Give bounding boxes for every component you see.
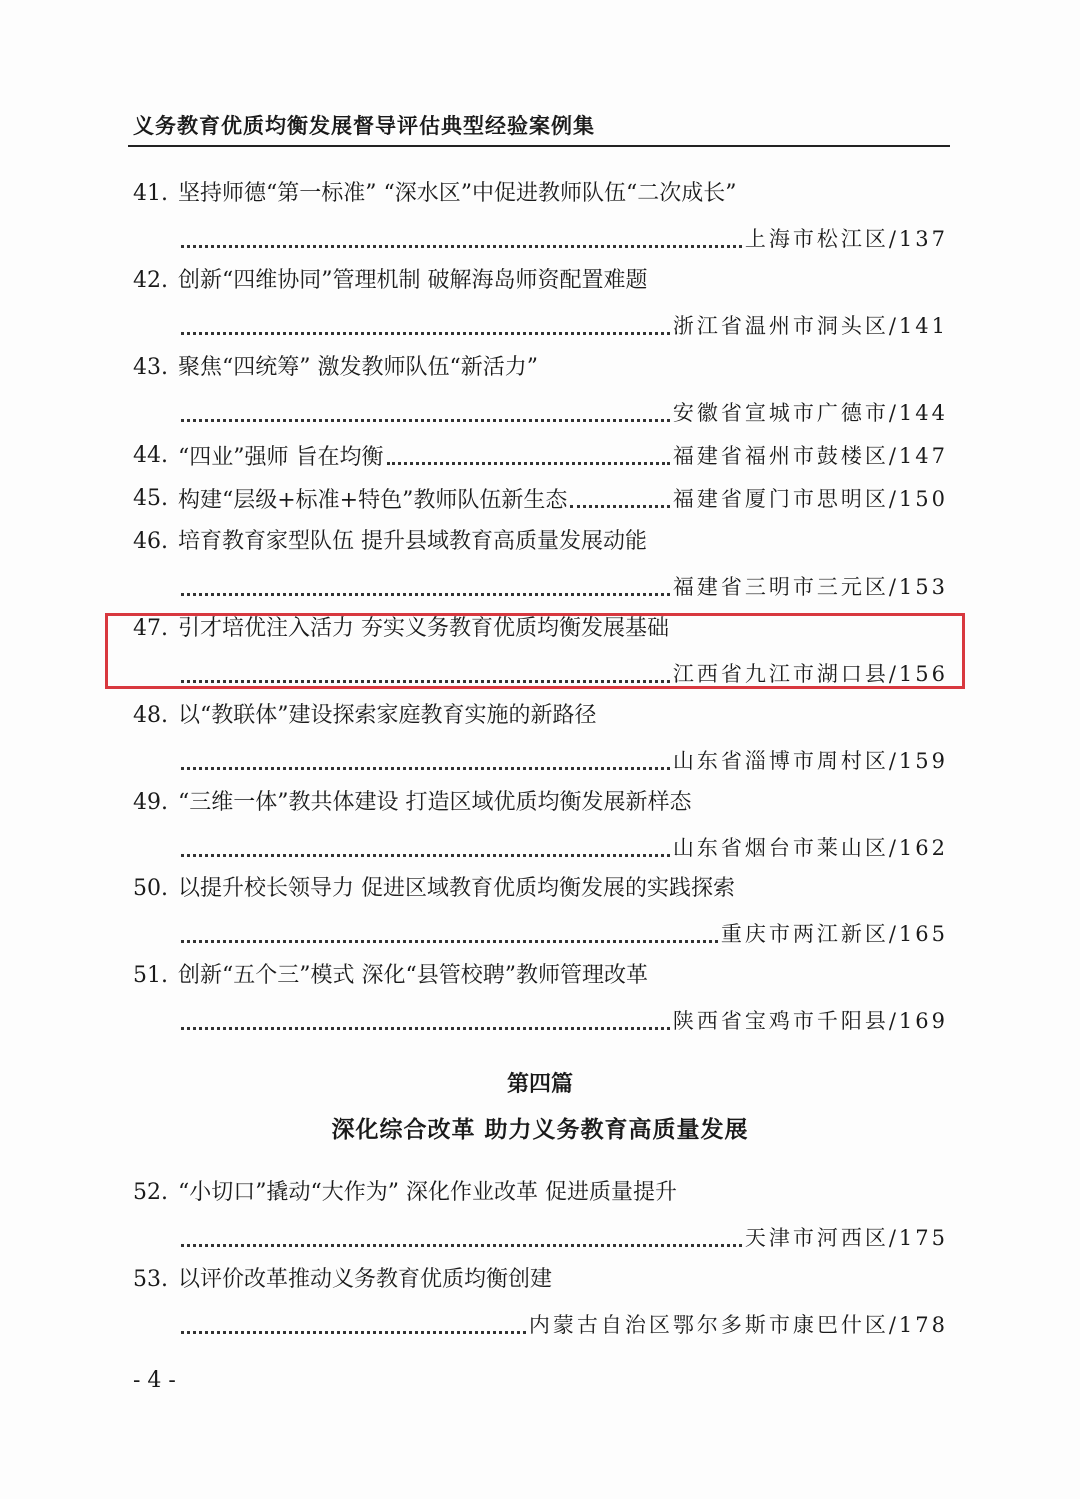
toc-entry-source: 重庆市两江新区/165 — [720, 922, 948, 946]
toc-entry-title-line — [133, 699, 948, 733]
dot-leader — [181, 1331, 526, 1334]
toc-entry-title-line — [133, 525, 948, 559]
toc-entry-number: 49. — [133, 790, 168, 815]
toc-entry-source-line — [178, 308, 948, 342]
toc-entry-title: 创新“四维协同”管理机制 破解海岛师资配置难题 — [178, 268, 648, 293]
toc-entry-title: 以提升校长领导力 促进区域教育优质均衡发展的实践探索 — [178, 876, 735, 901]
toc-entry-title-line — [133, 872, 948, 906]
toc-entry-number: 47. — [133, 616, 168, 641]
toc-entry-title: “四业”强师 旨在均衡 — [178, 444, 384, 470]
toc-entry-source: 上海市松江区/137 — [744, 227, 948, 251]
toc-entry-number: 51. — [133, 963, 168, 988]
dot-leader — [181, 245, 742, 248]
toc-entry-source-line — [178, 395, 948, 429]
dot-leader — [181, 1027, 670, 1030]
toc-entry-number: 50. — [133, 876, 168, 901]
page-number: - 4 - — [133, 1368, 176, 1393]
toc-entry-title: 聚焦“四统筹” 激发教师队伍“新活力” — [178, 355, 538, 380]
toc-entry-source: 内蒙古自治区鄂尔多斯市康巴什区/178 — [528, 1313, 948, 1337]
toc-entry-number: 42. — [133, 268, 168, 293]
toc-entry-title: 以“教联体”建设探索家庭教育实施的新路径 — [178, 703, 597, 728]
dot-leader — [387, 462, 670, 465]
toc-entry-source-line — [178, 830, 948, 864]
dot-leader — [181, 1244, 742, 1247]
dot-leader — [181, 332, 670, 335]
header-rule — [128, 145, 950, 147]
toc-entry-title: “三维一体”教共体建设 打造区域优质均衡发展新样态 — [178, 790, 692, 815]
toc-entry-title: 构建“层级+标准+特色”教师队伍新生态 — [178, 487, 568, 513]
toc-entry-source-line — [178, 1003, 948, 1037]
toc-entry-title-line — [133, 786, 948, 820]
toc-entry-title: 引才培优注入活力 夯实义务教育优质均衡发展基础 — [178, 616, 669, 641]
toc-entry-number: 46. — [133, 529, 168, 554]
toc-entry-source-line — [178, 656, 948, 690]
toc-entry-source-line — [178, 221, 948, 255]
toc-entry-source-line — [178, 569, 948, 603]
toc-entry-title-line — [133, 264, 948, 298]
toc-entry-title: 培育教育家型队伍 提升县域教育高质量发展动能 — [178, 529, 647, 554]
toc-entry-source: 福建省福州市鼓楼区/147 — [672, 444, 948, 468]
dot-leader — [181, 854, 670, 857]
toc-entry-title: 坚持师德“第一标准” “深水区”中促进教师队伍“二次成长” — [178, 181, 737, 206]
toc-entry-source: 安徽省宣城市广德市/144 — [672, 401, 948, 425]
part-label: 第四篇 — [506, 1072, 573, 1097]
toc-entry-source: 江西省九江市湖口县/156 — [672, 662, 948, 686]
toc-entry-number: 43. — [133, 355, 168, 380]
toc-entry-title-line — [133, 1176, 948, 1210]
dot-leader — [181, 940, 718, 943]
toc-entry-title: 创新“五个三”模式 深化“县管校聘”教师管理改革 — [178, 963, 648, 988]
toc-entry-title-line — [133, 612, 948, 646]
toc-entry-source: 福建省厦门市思明区/150 — [672, 487, 948, 511]
toc-entry-source: 福建省三明市三元区/153 — [672, 575, 948, 599]
toc-entry-title-line — [133, 959, 948, 993]
toc-entry-number: 44. — [133, 442, 168, 468]
part-title: 深化综合改革 助力义务教育高质量发展 — [331, 1117, 749, 1143]
toc-entry-number: 52. — [133, 1180, 168, 1205]
toc-entry-source: 山东省烟台市莱山区/162 — [672, 836, 948, 860]
dot-leader — [570, 505, 669, 508]
dot-leader — [181, 767, 670, 770]
toc-entry-title-line — [133, 177, 948, 211]
toc-entry-source-line — [178, 1220, 948, 1254]
running-head: 义务教育优质均衡发展督导评估典型经验案例集 — [133, 114, 595, 138]
toc-entry-source-line — [178, 1307, 948, 1341]
toc-entry-source: 天津市河西区/175 — [744, 1226, 948, 1250]
toc-entry-title: 以评价改革推动义务教育优质均衡创建 — [178, 1267, 553, 1292]
toc-entry-source: 陕西省宝鸡市千阳县/169 — [672, 1009, 948, 1033]
toc-entry-number: 48. — [133, 703, 168, 728]
dot-leader — [181, 419, 670, 422]
toc-entry-number: 45. — [133, 485, 168, 511]
toc-entry-source: 浙江省温州市洞头区/141 — [672, 314, 948, 338]
toc-entry-number: 41. — [133, 181, 168, 206]
toc-entry-title: “小切口”撬动“大作为” 深化作业改革 促进质量提升 — [178, 1180, 677, 1205]
toc-entry-source: 山东省淄博市周村区/159 — [672, 749, 948, 773]
toc-entry-source-line — [178, 916, 948, 950]
toc-entry-number: 53. — [133, 1267, 168, 1292]
toc-entry-single-line — [133, 481, 948, 515]
toc-entry-title-line — [133, 351, 948, 385]
toc-entry-single-line — [133, 438, 948, 472]
dot-leader — [181, 593, 670, 596]
dot-leader — [181, 680, 670, 683]
toc-entry-title-line — [133, 1263, 948, 1297]
toc-entry-source-line — [178, 743, 948, 777]
